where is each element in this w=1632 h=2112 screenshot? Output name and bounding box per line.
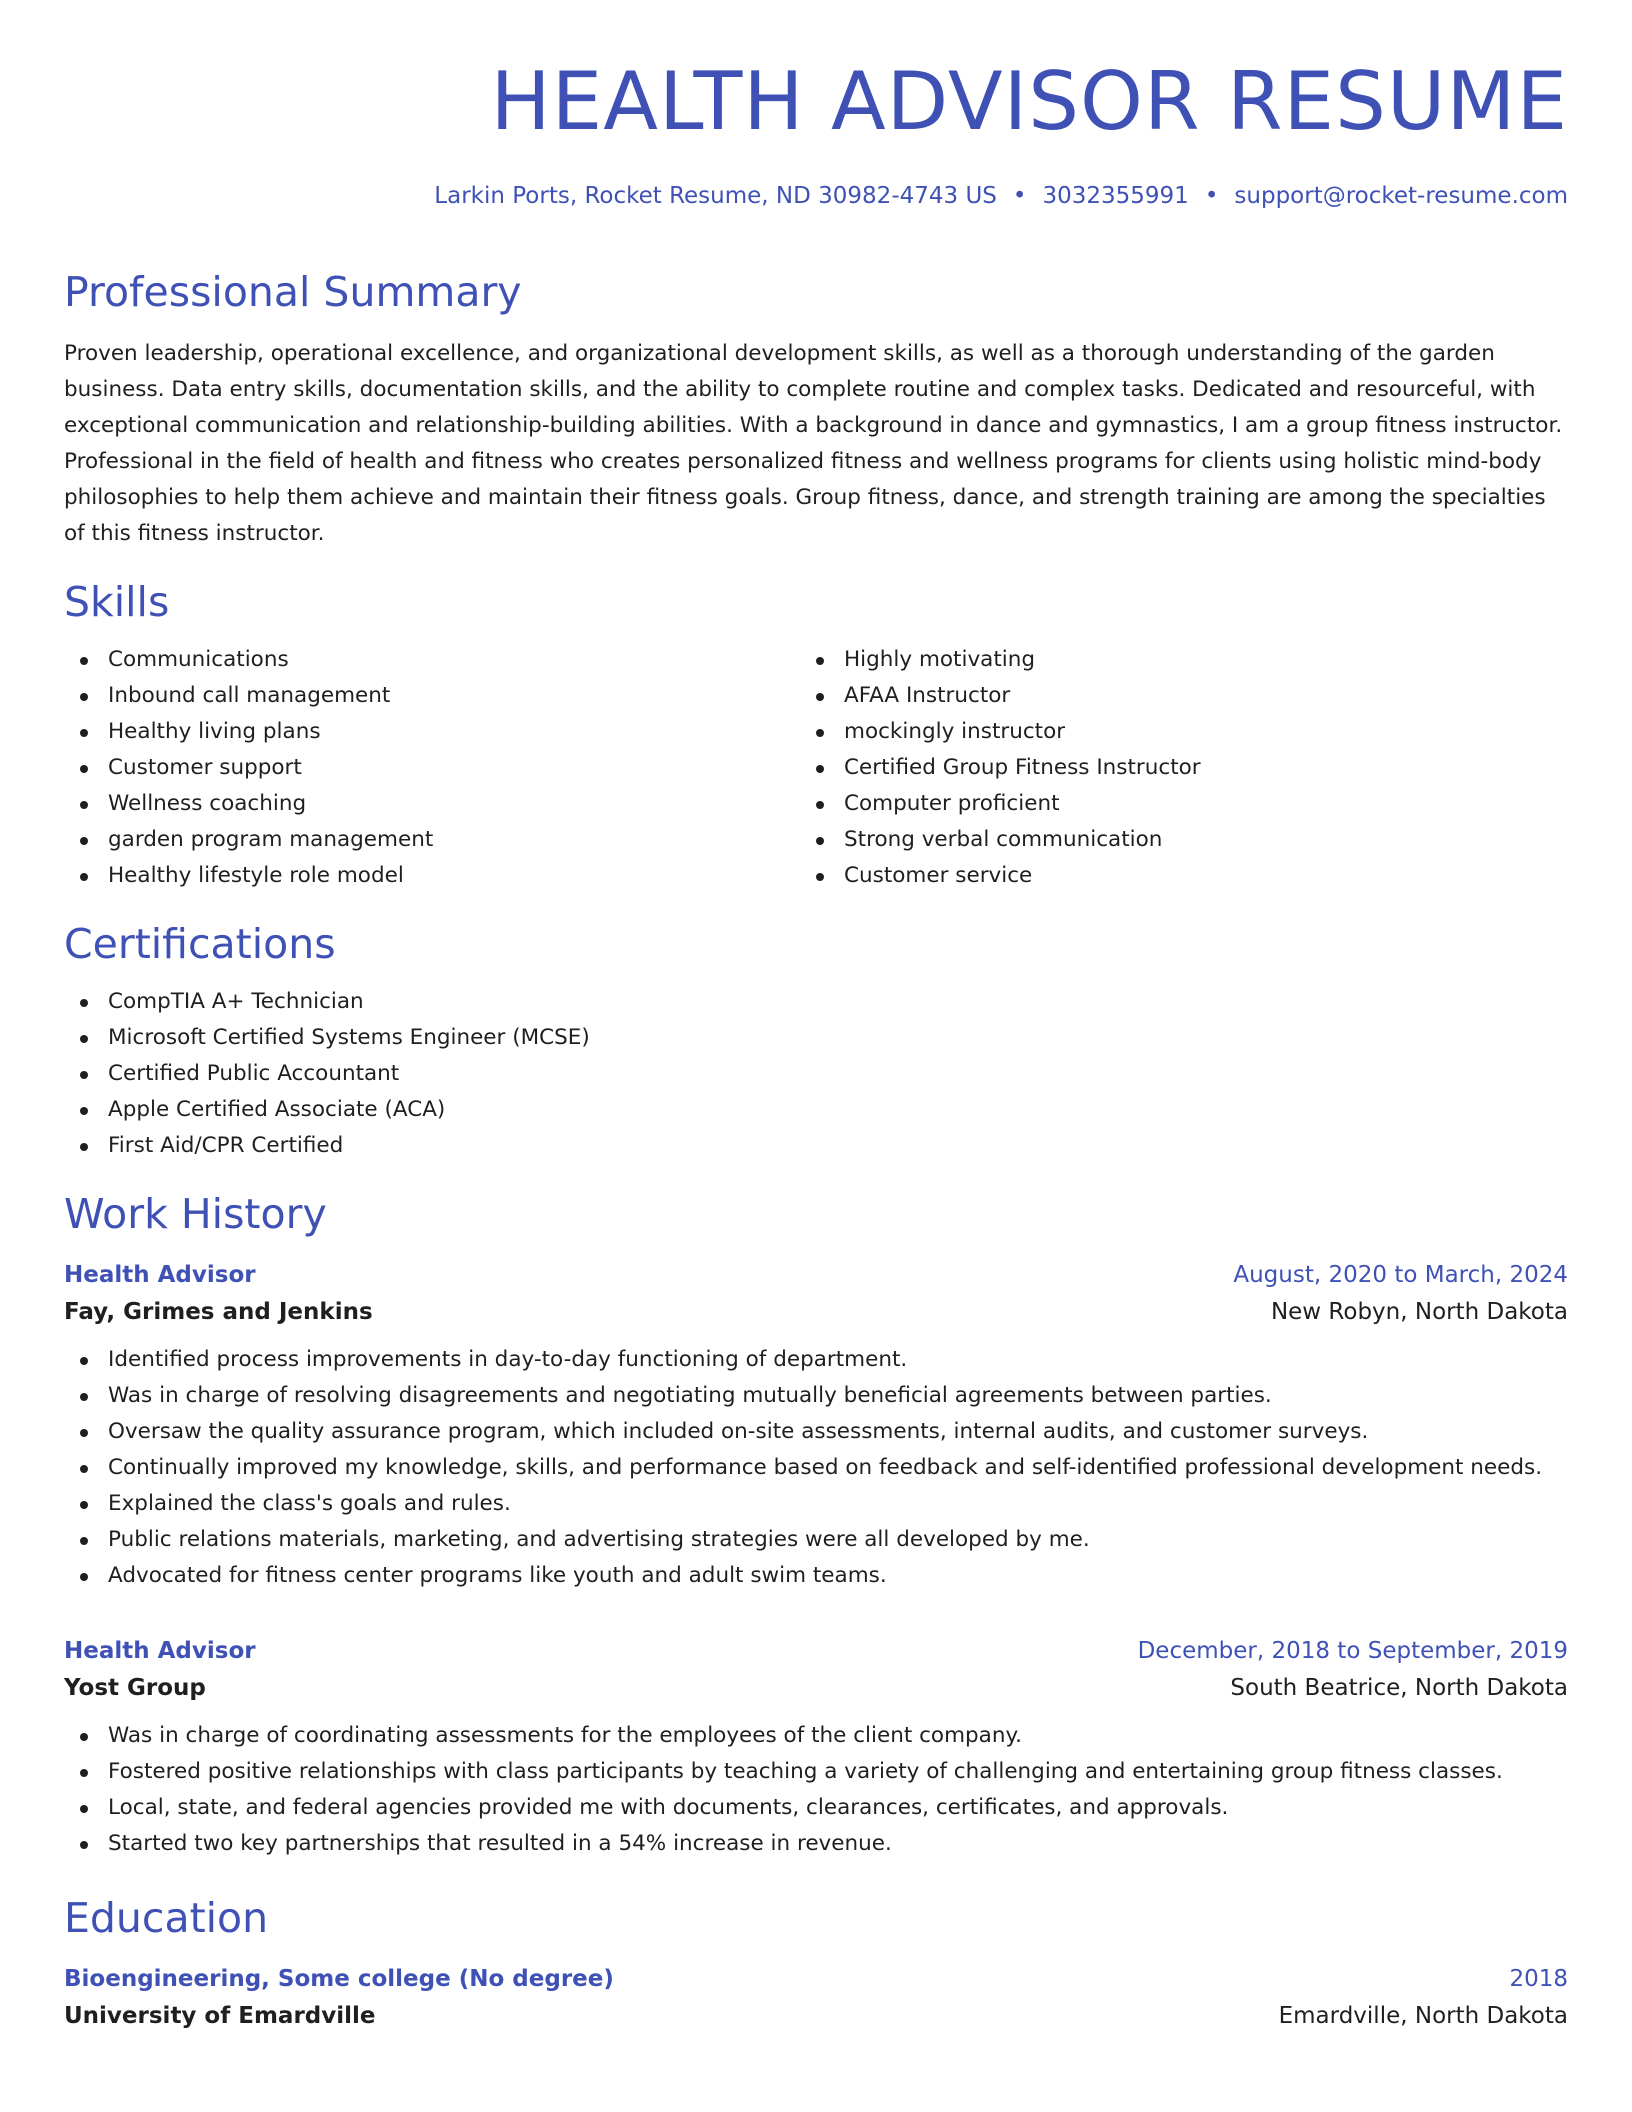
skill-item: Certified Group Fitness Instructor bbox=[800, 750, 1201, 786]
job-title: Health Advisor bbox=[64, 1638, 256, 1664]
certification-item: First Aid/CPR Certified bbox=[64, 1128, 1568, 1164]
skills-column-left bbox=[64, 642, 800, 894]
duty-item: Identified process improvements in day-to-day functioning of department. bbox=[64, 1342, 1568, 1378]
duty-item: Continually improved my knowledge, skills, and performance based on feedback and self-identified professional development needs. bbox=[64, 1450, 1568, 1486]
skill-item: Communications bbox=[64, 642, 800, 678]
duty-item: Explained the class's goals and rules. bbox=[64, 1486, 1568, 1522]
job-dates: August, 2020 to March, 2024 bbox=[1233, 1262, 1568, 1288]
job-location: South Beatrice, North Dakota bbox=[1230, 1675, 1568, 1701]
email-link[interactable]: support@rocket-resume.com bbox=[1234, 183, 1568, 209]
phone-text: 3032355991 bbox=[1042, 183, 1189, 209]
resume-header bbox=[64, 0, 1568, 212]
employer-name: Yost Group bbox=[64, 1675, 206, 1701]
duties-list bbox=[64, 1342, 1568, 1594]
duty-item: Public relations materials, marketing, and advertising strategies were all developed by me. bbox=[64, 1522, 1568, 1558]
separator-dot: • bbox=[1204, 183, 1219, 209]
skill-item: AFAA Instructor bbox=[800, 678, 1201, 714]
certification-item: Apple Certified Associate (ACA) bbox=[64, 1092, 1568, 1128]
skill-item: Wellness coaching bbox=[64, 786, 800, 822]
duty-item: Was in charge of resolving disagreements and negotiating mutually beneficial agreements between parties. bbox=[64, 1378, 1568, 1414]
job-entry bbox=[64, 1258, 1568, 1594]
certifications-heading: Certifications bbox=[64, 920, 336, 968]
graduation-year: 2018 bbox=[1509, 1966, 1568, 1992]
contact-line bbox=[64, 180, 1568, 212]
skill-item: Customer support bbox=[64, 750, 800, 786]
duty-item: Advocated for fitness center programs like youth and adult swim teams. bbox=[64, 1558, 1568, 1594]
page-title: HEALTH ADVISOR RESUME bbox=[490, 55, 1568, 148]
skill-item: Highly motivating bbox=[800, 642, 1201, 678]
degree-name: Bioengineering, Some college (No degree) bbox=[64, 1966, 614, 1992]
duty-item: Was in charge of coordinating assessments for the employees of the client company. bbox=[64, 1718, 1568, 1754]
job-title: Health Advisor bbox=[64, 1262, 256, 1288]
job-location: New Robyn, North Dakota bbox=[1270, 1299, 1568, 1325]
skill-item: garden program management bbox=[64, 822, 800, 858]
skill-item: Customer service bbox=[800, 858, 1201, 894]
duty-item: Local, state, and federal agencies provided me with documents, clearances, certificates, and approvals. bbox=[64, 1790, 1568, 1826]
skill-item: Computer proficient bbox=[800, 786, 1201, 822]
education-heading: Education bbox=[64, 1894, 269, 1942]
skills-list bbox=[64, 642, 1568, 894]
skill-item: Strong verbal communication bbox=[800, 822, 1201, 858]
certifications-list bbox=[64, 984, 1568, 1164]
address-text: Larkin Ports, Rocket Resume, ND 30982-4743 US bbox=[434, 183, 997, 209]
separator-dot: • bbox=[1012, 183, 1027, 209]
summary-text: Proven leadership, operational excellence, and organizational development skills, as well as a thorough understanding of the garden business. Data entry skills, documentation skills, and the ability to complete routine and complex tasks. Dedicated and resourceful, with exceptional communication and relationship-building abilities. With a background in dance and gymnastics, I am a group fitness instructor. Professional in the field of health and fitness who creates personalized fitness and wellness programs for clients using holistic mind-body philosophies to help them achieve and maintain their fitness goals. Group fitness, dance, and strength training are among the specialties of this fitness instructor. bbox=[64, 341, 1563, 546]
education-entry bbox=[64, 1962, 1568, 2036]
skill-item: Healthy living plans bbox=[64, 714, 800, 750]
employer-name: Fay, Grimes and Jenkins bbox=[64, 1299, 373, 1325]
duty-item: Started two key partnerships that resulted in a 54% increase in revenue. bbox=[64, 1826, 1568, 1862]
certification-item: Certified Public Accountant bbox=[64, 1056, 1568, 1092]
certification-item: Microsoft Certified Systems Engineer (MCSE) bbox=[64, 1020, 1568, 1056]
duty-item: Oversaw the quality assurance program, which included on-site assessments, internal audits, and customer surveys. bbox=[64, 1414, 1568, 1450]
school-name: University of Emardville bbox=[64, 2003, 376, 2029]
skill-item: Healthy lifestyle role model bbox=[64, 858, 800, 894]
duties-list bbox=[64, 1718, 1568, 1862]
job-dates: December, 2018 to September, 2019 bbox=[1137, 1638, 1568, 1664]
summary-heading: Professional Summary bbox=[64, 268, 522, 316]
skill-item: mockingly instructor bbox=[800, 714, 1201, 750]
work-history-heading: Work History bbox=[64, 1190, 327, 1238]
job-entry bbox=[64, 1634, 1568, 1862]
skills-column-right bbox=[800, 642, 1201, 894]
certification-item: CompTIA A+ Technician bbox=[64, 984, 1568, 1020]
duty-item: Fostered positive relationships with class participants by teaching a variety of challenging and entertaining group fitness classes. bbox=[64, 1754, 1568, 1790]
skills-heading: Skills bbox=[64, 578, 170, 626]
school-location: Emardville, North Dakota bbox=[1278, 2003, 1568, 2029]
skill-item: Inbound call management bbox=[64, 678, 800, 714]
